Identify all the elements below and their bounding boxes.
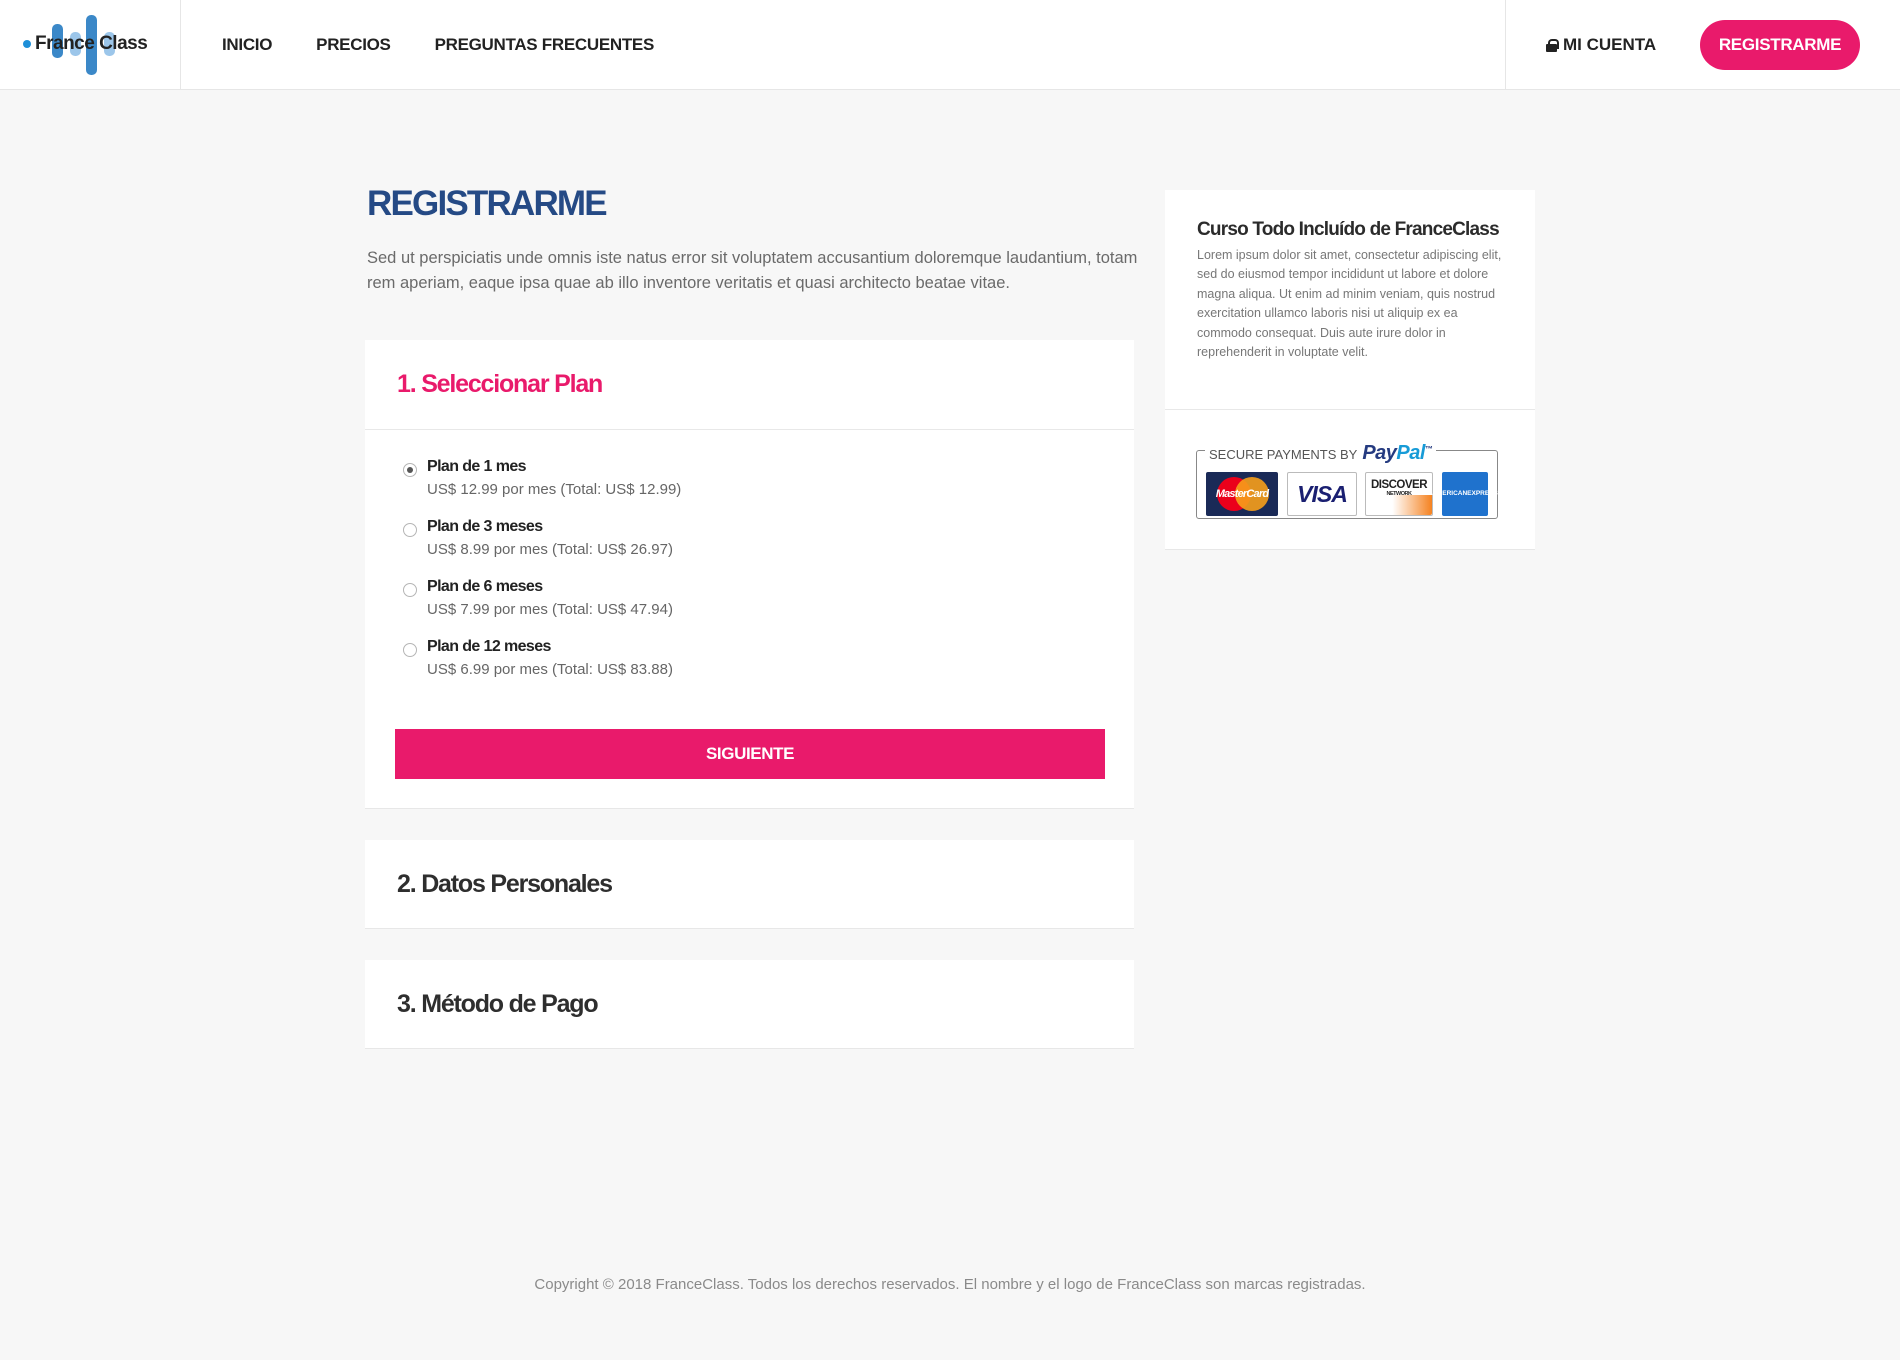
- site-header: [0, 0, 1900, 90]
- plan-price: US$ 12.99 por mes (Total: US$ 12.99): [427, 481, 682, 498]
- step-title: 2. Datos Personales: [397, 870, 612, 898]
- plan-radio[interactable]: [403, 523, 417, 537]
- course-info: [1165, 190, 1535, 410]
- footer-copyright: Copyright © 2018 FranceClass. Todos los derechos reservados. El nombre y el logo de FranceClass son marcas registradas.: [534, 1276, 1366, 1293]
- plan-price: US$ 8.99 por mes (Total: US$ 26.97): [427, 541, 673, 558]
- mastercard-logo: [1206, 472, 1278, 516]
- nav-inicio[interactable]: INICIO: [222, 35, 273, 54]
- paypal-logo-tm: ™: [1424, 444, 1433, 454]
- register-button[interactable]: REGISTRARME: [1700, 20, 1860, 70]
- amex-text-line2: EXPRESS: [1467, 490, 1498, 497]
- plan-radio[interactable]: [403, 583, 417, 597]
- nav-preguntas-frecuentes[interactable]: PREGUNTAS FRECUENTES: [434, 35, 655, 54]
- paypal-logo-pay: Pay: [1362, 442, 1397, 464]
- discover-stripe-icon: [1366, 495, 1432, 515]
- step-header[interactable]: [365, 840, 1134, 929]
- secure-payments-badge: [1196, 442, 1498, 519]
- step-personal-data[interactable]: [365, 840, 1134, 929]
- discover-text: DISCOVER: [1370, 479, 1428, 491]
- mastercard-text: MasterCard: [1215, 488, 1269, 500]
- intro-text: Sed ut perspiciatis unde omnis iste natus error sit voluptatem accusantium doloremque laudantium, totam rem aperiam, eaque ipsa quae ab illo inventore veritatis et quasi architecto beatae vitae.: [367, 249, 1138, 292]
- step-title: 1. Seleccionar Plan: [397, 370, 603, 398]
- course-description: Lorem ipsum dolor sit amet, consectetur adipiscing elit, sed do eiusmod tempor incididunt ut labore et dolore magna aliqua. Ut enim ad minim veniam, quis nostrud exercitation ullamco laboris nisi ut aliquip ex ea commodo consequat. Duis aute irure dolor in reprehenderit in voluptate velit.: [1197, 248, 1502, 360]
- next-button[interactable]: SIGUIENTE: [395, 729, 1105, 779]
- plan-name: Plan de 3 meses: [427, 518, 543, 535]
- plan-price: US$ 6.99 por mes (Total: US$ 83.88): [427, 661, 673, 678]
- lock-icon: [1546, 39, 1557, 52]
- plan-name: Plan de 12 meses: [427, 638, 551, 655]
- secure-payments-label: [1205, 442, 1436, 465]
- discover-subtext: NETWORK: [1386, 491, 1412, 497]
- course-summary-card: [1165, 190, 1535, 550]
- step-payment-method[interactable]: [365, 960, 1134, 1049]
- page-title: REGISTRARME: [367, 184, 606, 223]
- amex-text-line1: AMERICAN: [1432, 490, 1468, 497]
- nav-precios[interactable]: PRECIOS: [316, 35, 391, 54]
- logo-text: France Class: [35, 33, 148, 54]
- step-title: 3. Método de Pago: [397, 990, 598, 1018]
- visa-logo: VISA: [1287, 472, 1357, 516]
- paypal-logo: [1362, 442, 1432, 465]
- amex-logo: [1432, 472, 1498, 516]
- logo[interactable]: [0, 0, 181, 90]
- logo-dot-icon: [23, 40, 31, 48]
- plan-name: Plan de 6 meses: [427, 578, 543, 595]
- header-actions: [1505, 0, 1900, 90]
- plan-name: Plan de 1 mes: [427, 458, 526, 475]
- discover-logo: [1365, 472, 1433, 516]
- main-nav: [222, 0, 654, 90]
- course-title: Curso Todo Incluído de FranceClass: [1197, 219, 1499, 240]
- my-account-link[interactable]: [1546, 0, 1656, 90]
- step-header[interactable]: [365, 960, 1134, 1049]
- secure-payments-text: SECURE PAYMENTS BY: [1209, 447, 1358, 462]
- my-account-label: MI CUENTA: [1563, 35, 1657, 54]
- plan-price: US$ 7.99 por mes (Total: US$ 47.94): [427, 601, 673, 618]
- paypal-logo-pal: Pal: [1396, 442, 1425, 464]
- plan-radio[interactable]: [403, 643, 417, 657]
- plan-radio[interactable]: [403, 463, 417, 477]
- step-header[interactable]: [365, 340, 1134, 430]
- step-select-plan: [365, 340, 1134, 809]
